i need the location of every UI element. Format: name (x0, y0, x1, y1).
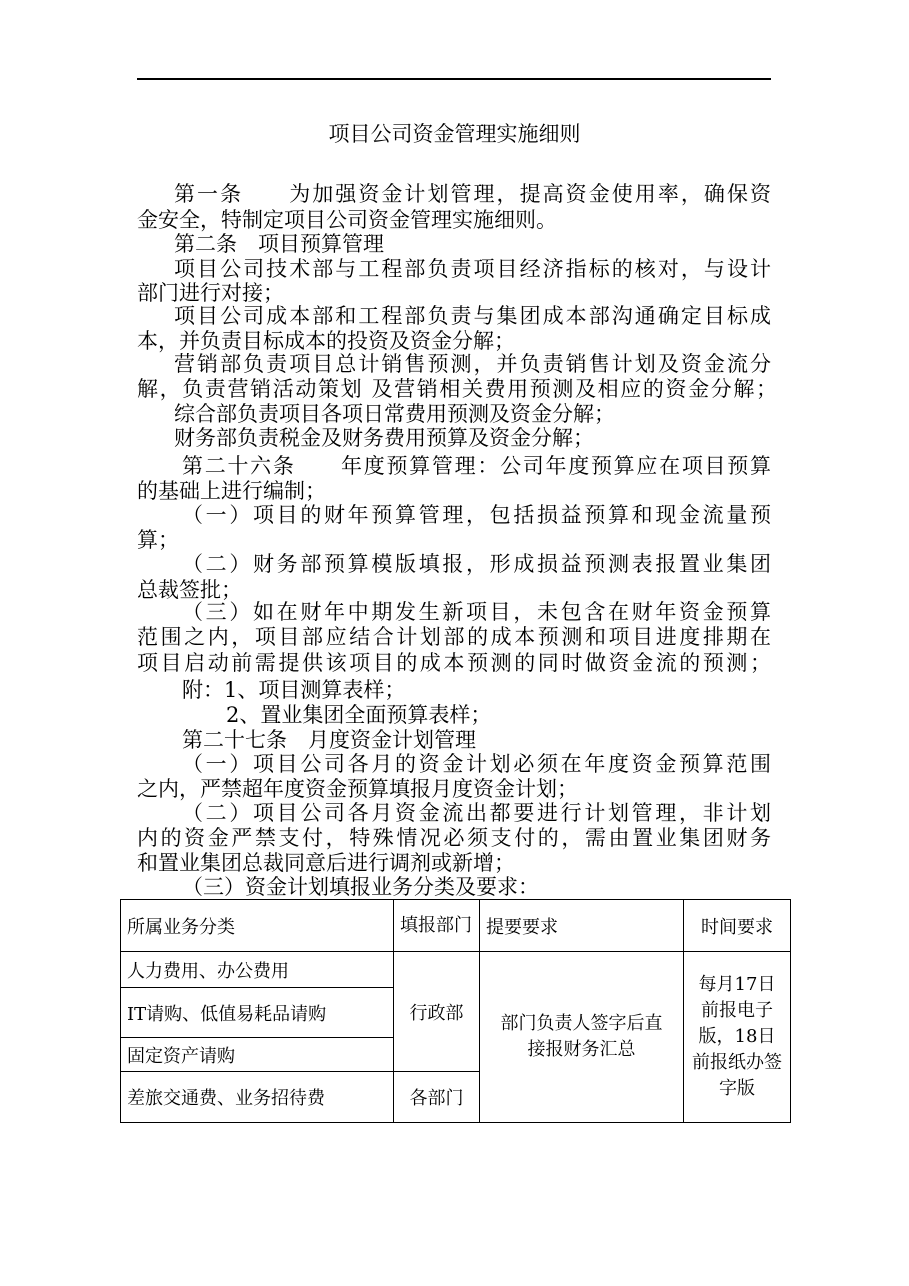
para-line: （一）项目的财年预算管理，包括损益预算和现金流量预 (182, 503, 771, 527)
para-line: 之内，严禁超年度资金预算填报月度资金计划； (137, 777, 578, 801)
department-cell: 行政部 (394, 952, 480, 1072)
header-cell-requirement: 提要要求 (480, 900, 684, 952)
header-cell-category: 所属业务分类 (121, 900, 394, 952)
para-line: （二）财务部预算模版填报，形成损益预测表报置业集团 (182, 552, 771, 576)
para-line: 内的资金严禁支付，特殊情况必须支付的，需由置业集团财务 (137, 826, 771, 850)
department-cell: 各部门 (394, 1072, 480, 1123)
table-row (121, 952, 791, 988)
category-cell: IT请购、低值易耗品请购 (121, 988, 394, 1038)
para-line: （三）如在财年中期发生新项目，未包含在财年资金预算 (182, 600, 771, 624)
para-line: 营销部负责项目总计销售预测，并负责销售计划及资金流分 (174, 352, 771, 376)
para-line: 综合部负责项目各项日常费用预测及资金分解； (174, 402, 615, 426)
para-line: 第二条 项目预算管理 (174, 232, 384, 256)
para-line: （三）资金计划填报业务分类及要求： (182, 875, 539, 899)
business-category-table (120, 899, 791, 1123)
header-cell-department: 填报部门 (394, 900, 480, 952)
category-cell: 差旅交通费、业务招待费 (121, 1072, 394, 1123)
para-line: 财务部负责税金及财务费用预算及资金分解； (174, 426, 594, 450)
table-header-row (121, 900, 791, 952)
para-line: 总裁签批； (137, 578, 242, 602)
para-line: 金安全，特制定项目公司资金管理实施细则。 (137, 208, 557, 232)
para-line: （二）项目公司各月资金流出都要进行计划管理，非计划 (182, 801, 771, 825)
para-line: 2、置业集团全面预算表样； (226, 703, 492, 727)
para-line: 项目启动前需提供该项目的成本预测的同时做资金流的预测； (137, 651, 771, 675)
doc-title: 项目公司资金管理实施细则 (328, 122, 581, 146)
para-line: 项目公司成本部和工程部负责与集团成本部沟通确定目标成 (174, 304, 771, 328)
para-line: 部门进行对接； (137, 281, 284, 305)
requirement-cell: 部门负责人签字后直接报财务汇总 (480, 952, 684, 1123)
category-cell: 固定资产请购 (121, 1038, 394, 1072)
para-line: 范围之内，项目部应结合计划部的成本预测和项目进度排期在 (137, 625, 771, 649)
para-line: 算； (137, 528, 179, 552)
para-line: 解，负责营销活动策划 及营销相关费用预测及相应的资金分解； (137, 377, 777, 401)
para-line: 第一条 为加强资金计划管理，提高资金使用率，确保资 (174, 182, 771, 206)
para-line: 附：1、项目测算表样； (182, 678, 406, 702)
header-rule (137, 78, 771, 80)
time-cell: 每月17日前报电子版，18日前报纸办签字版 (684, 952, 791, 1123)
para-line: 本，并负责目标成本的投资及资金分解； (137, 329, 515, 353)
para-line: 和置业集团总裁同意后进行调剂或新增； (137, 851, 515, 875)
header-cell-time: 时间要求 (684, 900, 791, 952)
para-line: 项目公司技术部与工程部负责项目经济指标的核对，与设计 (174, 257, 771, 281)
category-cell: 人力费用、办公费用 (121, 952, 394, 988)
para-line: 的基础上进行编制； (137, 479, 326, 503)
para-line: 第二十六条 年度预算管理：公司年度预算应在项目预算 (182, 454, 771, 478)
para-line: 第二十七条 月度资金计划管理 (182, 728, 476, 752)
para-line: （一）项目公司各月的资金计划必须在年度资金预算范围 (182, 752, 771, 776)
